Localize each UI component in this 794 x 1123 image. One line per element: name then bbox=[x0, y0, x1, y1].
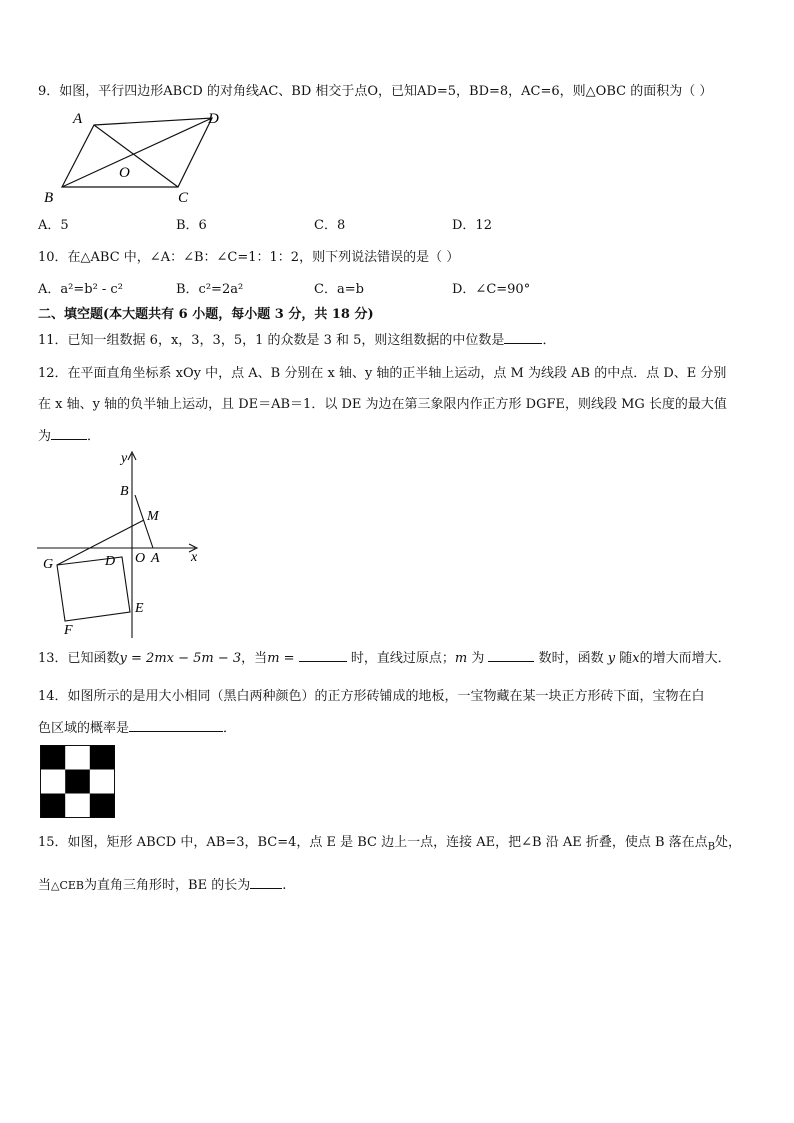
q10-option-b: B．c²=2a² bbox=[176, 282, 244, 297]
q9-option-d: D．12 bbox=[452, 218, 492, 233]
q15-line1 bbox=[38, 834, 741, 857]
q13-m: m bbox=[454, 651, 468, 666]
q12-label-x: x bbox=[191, 550, 198, 565]
q9-option-b: B．6 bbox=[176, 218, 207, 233]
black-tile bbox=[90, 746, 115, 770]
q11-text-before: 11．已知一组数据 6，x，3，3，5，1 的众数是 3 和 5，则这组数据的中位数是 bbox=[38, 333, 505, 348]
q10-text: 10．在△ABC 中，∠A：∠B：∠C=1：1：2，则下列说法错误的是（ ） bbox=[38, 250, 460, 265]
q13-m-equals: m = bbox=[267, 651, 295, 666]
q11-line bbox=[38, 331, 555, 350]
q9-label-d: D bbox=[208, 111, 219, 127]
q9-label-a: A bbox=[73, 111, 83, 127]
q9-parallelogram-figure bbox=[40, 108, 240, 208]
q12-label-f: F bbox=[64, 623, 73, 638]
q15-b-prime: B bbox=[707, 841, 716, 853]
q14-line1: 14．如图所示的是用大小相同（黑白两种颜色）的正方形砖铺成的地板，一宝物藏在某一块正方形砖下面，宝物在白 bbox=[38, 689, 705, 704]
q13-part6: 随 bbox=[619, 651, 633, 666]
q15-triangle: △CEB bbox=[51, 879, 85, 892]
black-tile bbox=[65, 770, 90, 794]
q12-line3-before: 为 bbox=[38, 429, 52, 444]
q9-option-c: C．8 bbox=[314, 218, 346, 233]
q10-option-d: D．∠C=90° bbox=[452, 282, 531, 297]
q14-tile-grid-figure bbox=[40, 745, 116, 819]
q10-option-c: C．a=b bbox=[314, 282, 364, 297]
q15-answer-blank[interactable] bbox=[250, 876, 282, 889]
q11-text-after: ． bbox=[542, 333, 556, 348]
q9-label-c: C bbox=[178, 190, 189, 206]
q13-part2: ，当 bbox=[241, 651, 268, 666]
q12-line3-after: ． bbox=[87, 429, 101, 444]
q15-line2-before: 当 bbox=[38, 878, 52, 893]
q14-line2 bbox=[38, 719, 236, 738]
q12-label-m: M bbox=[147, 509, 159, 524]
q10-option-a: A．a²=b² - c² bbox=[38, 282, 123, 297]
black-tile bbox=[41, 794, 66, 818]
q14-answer-blank[interactable] bbox=[129, 719, 223, 732]
black-tile bbox=[90, 794, 115, 818]
q12-answer-blank[interactable] bbox=[51, 427, 87, 440]
q13-part7: 的增大而增大． bbox=[639, 651, 731, 666]
q12-label-o: O bbox=[135, 551, 146, 566]
q13-part4: 为 bbox=[471, 651, 485, 666]
q12-label-a: A bbox=[151, 551, 160, 566]
q12-label-y: y bbox=[121, 451, 128, 466]
q9-option-a: A．5 bbox=[38, 218, 69, 233]
black-tile bbox=[41, 746, 66, 770]
q12-label-b: B bbox=[120, 484, 129, 499]
q11-answer-blank[interactable] bbox=[504, 331, 542, 344]
q13-y: y bbox=[607, 651, 616, 666]
q15-line2-mid: 为直角三角形时，BE 的长为 bbox=[84, 878, 251, 893]
q12-line3 bbox=[38, 427, 100, 446]
q13-part3: 时，直线过原点； bbox=[350, 651, 455, 666]
q12-line2: 在 x 轴、y 轴的负半轴上运动，且 DE＝AB＝1．以 DE 为边在第三象限内作正方形 DGFE，则线段 MG 长度的最大值 bbox=[38, 397, 727, 412]
q15-line2 bbox=[38, 876, 286, 895]
section2-title: 二、填空题(本大题共有 6 小题，每小题 3 分，共 18 分) bbox=[38, 307, 374, 322]
q12-label-g: G bbox=[43, 557, 54, 572]
q13-part5: 数时，函数 bbox=[538, 651, 604, 666]
q14-line2-before: 色区域的概率是 bbox=[38, 721, 130, 736]
q9-text: 9．如图，平行四边形ABCD 的对角线AC、BD 相交于点O，已知AD=5，BD=8，AC=6，则△OBC 的面积为（ ） bbox=[38, 84, 713, 99]
q15-line1-after: 处， bbox=[715, 835, 742, 850]
q12-label-d: D bbox=[105, 554, 116, 569]
q9-label-b: B bbox=[44, 190, 54, 206]
q12-coordinate-figure bbox=[35, 448, 215, 643]
q12-line1: 12．在平面直角坐标系 xOy 中，点 A、B 分别在 x 轴、y 轴的正半轴上运动，点 M 为线段 AB 的中点．点 D、E 分别 bbox=[38, 366, 727, 381]
q13-part1: 13．已知函数 bbox=[38, 651, 120, 666]
q13-x: x bbox=[632, 651, 640, 666]
q13-answer-blank-1[interactable] bbox=[299, 649, 347, 662]
q15-line2-after: . bbox=[282, 878, 287, 893]
q15-line1-before: 15．如图，矩形 ABCD 中，AB=3，BC=4，点 E 是 BC 边上一点，连接 AE，把∠B 沿 AE 折叠，使点 B 落在点 bbox=[38, 835, 708, 850]
q13-formula: y = 2mx − 5m − 3 bbox=[119, 651, 242, 666]
q12-label-e: E bbox=[135, 601, 144, 616]
q9-label-o: O bbox=[119, 165, 130, 181]
q13-answer-blank-2[interactable] bbox=[488, 649, 534, 662]
q14-line2-after: ． bbox=[223, 721, 237, 736]
q13-line bbox=[38, 649, 731, 668]
